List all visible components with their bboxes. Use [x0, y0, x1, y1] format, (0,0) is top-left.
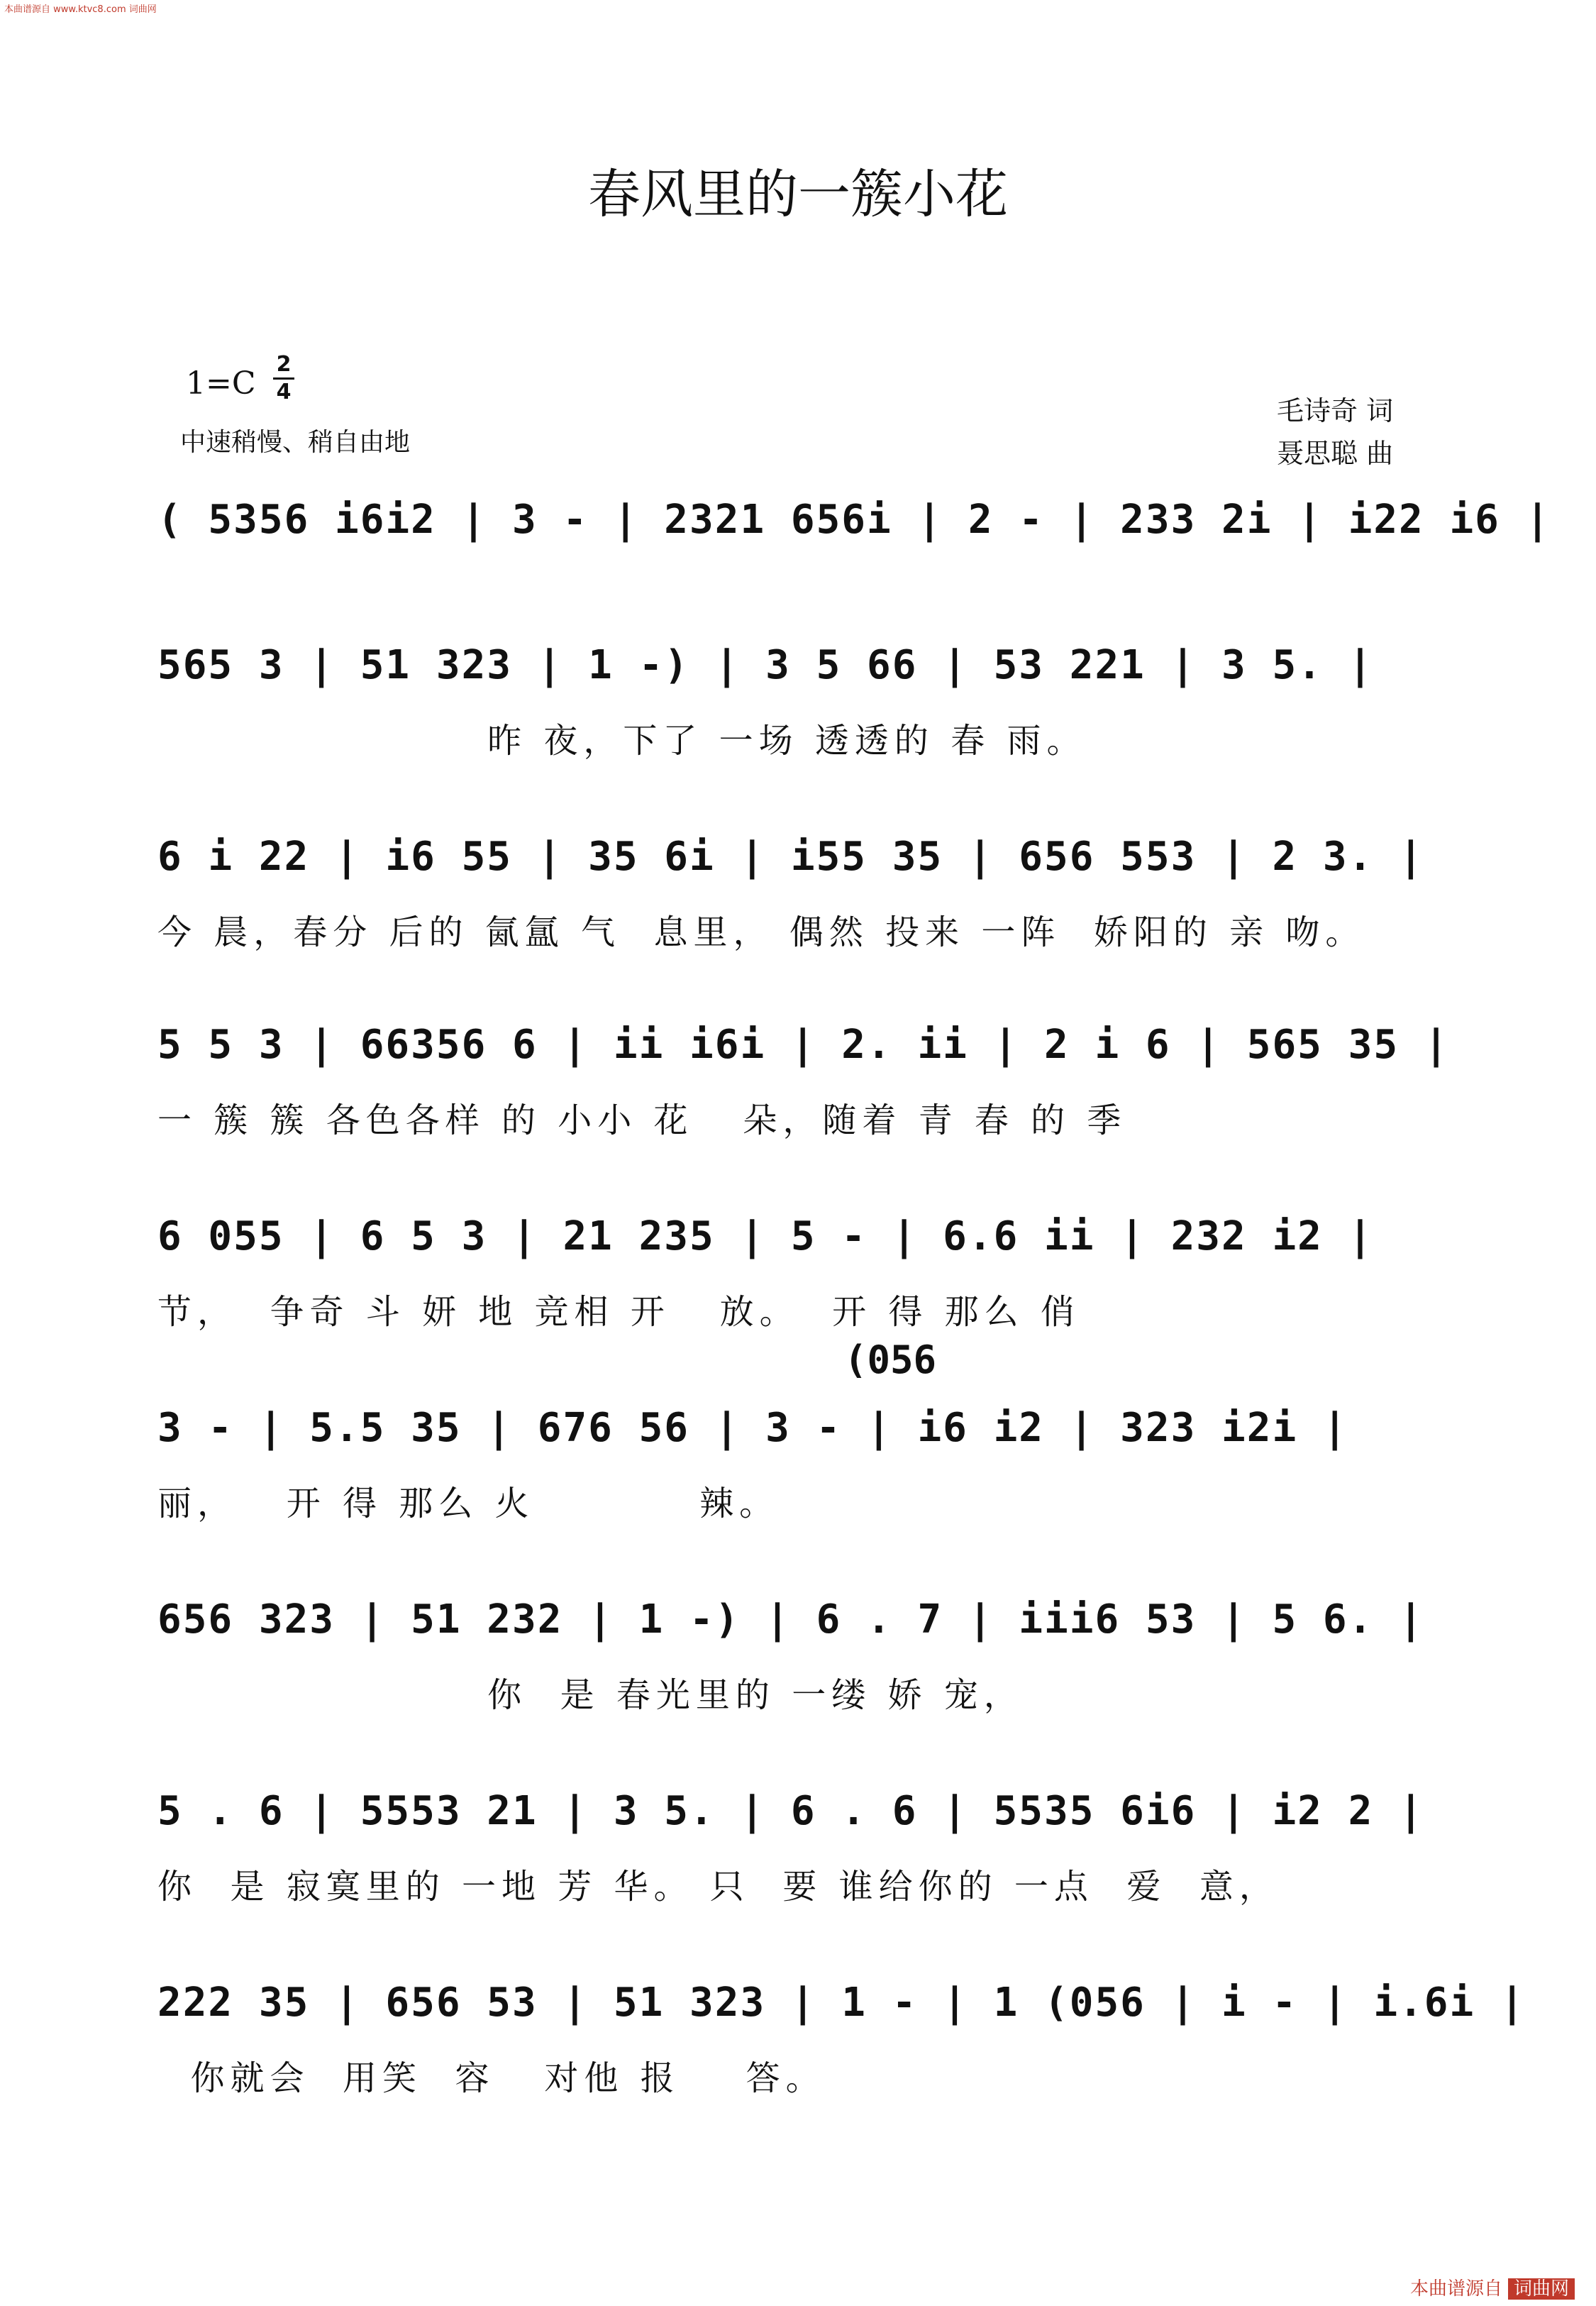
time-signature	[273, 353, 294, 404]
lyric-line-6: 丽， 开 得 那么 火 辣。	[157, 1484, 780, 1523]
notation-line-9: 222 35 | 656 53 | 51 323 | 1 - | 1 (056 | i - | i.6i |	[157, 1980, 1526, 2026]
time-signature-top: 2	[276, 352, 292, 377]
footer-credit	[1410, 2274, 1575, 2300]
lyric-line-2: 昨 夜，下了 一场 透透的 春 雨。	[157, 721, 1087, 761]
score-system-8	[157, 1788, 1441, 1859]
score-system-9	[157, 1980, 1526, 2051]
score-system-3	[157, 834, 1441, 905]
score-system-2	[157, 642, 1441, 713]
score-system-1	[157, 497, 1551, 568]
lyric-line-4: 一 簇 簇 各色各样 的 小小 花 朵，随着 青 春 的 季	[157, 1100, 1127, 1140]
score-system-4	[157, 1022, 1450, 1093]
notation-line-2: 565 3 | 51 323 | 1 -) | 3 5 66 | 53 221 | 3 5. |	[157, 642, 1374, 688]
song-title: 春风里的一簇小花	[588, 164, 1008, 225]
notation-line-5: 6 055 | 6 5 3 | 21 235 | 5 - | 6.6 ii | 232 i2 |	[157, 1213, 1374, 1259]
lyric-line-5: 节， 争奇 斗 妍 地 竞相 开 放。 开 得 那么 俏	[157, 1292, 1080, 1332]
lyric-line-3: 今 晨，春分 后的 氤氲 气 息里， 偶然 投来 一阵 娇阳的 亲 吻。	[157, 912, 1365, 952]
notation-line-1: ( 5356 i6i2 | 3 - | 2321 656i | 2 - | 233 2i | i22 i6 |	[157, 497, 1551, 543]
footer-brand-logo: 词曲网	[1508, 2278, 1575, 2300]
score-system-5	[157, 1213, 1441, 1284]
site-watermark-text: 本曲谱源自 www.ktvc8.com 词曲网	[4, 4, 157, 15]
notation-line-6: 3 - | 5.5 35 | 676 56 | 3 - | i6 i2 | 323 i2i |	[157, 1405, 1348, 1451]
tempo-marking: 中速稍慢、稍自由地	[180, 428, 411, 457]
score-system-6	[157, 1405, 1441, 1476]
footer-source-text: 本曲谱源自	[1409, 2278, 1502, 2300]
score-system-7	[157, 1596, 1441, 1667]
time-signature-bottom: 4	[276, 380, 292, 404]
notation-line-8: 5 . 6 | 5553 21 | 3 5. | 6 . 6 | 5535 6i6 | i2 2 |	[157, 1788, 1424, 1834]
lyric-line-7: 你 是 春光里的 一缕 娇 宠，	[157, 1675, 1024, 1715]
composer-credit: 聂思聪 曲	[1277, 438, 1394, 469]
lyric-line-9: 你就会 用笑 容 对他 报 答。	[157, 2058, 826, 2098]
notation-line-4: 5 5 3 | 66356 6 | ii i6i | 2. ii | 2 i 6 | 565 35 |	[157, 1022, 1450, 1068]
notation-line-3: 6 i 22 | i6 55 | 35 6i | i55 35 | 656 553 | 2 3. |	[157, 834, 1424, 880]
lyricist-credit: 毛诗奇 词	[1277, 395, 1394, 426]
interlude-mark: (056	[844, 1337, 937, 1382]
notation-line-7: 656 323 | 51 232 | 1 -) | 6 . 7 | iii6 53 | 5 6. |	[157, 1596, 1424, 1643]
lyric-line-8: 你 是 寂寞里的 一地 芳 华。 只 要 谁给你的 一点 爱 意，	[157, 1867, 1279, 1907]
key-signature: 1=C	[186, 365, 256, 402]
